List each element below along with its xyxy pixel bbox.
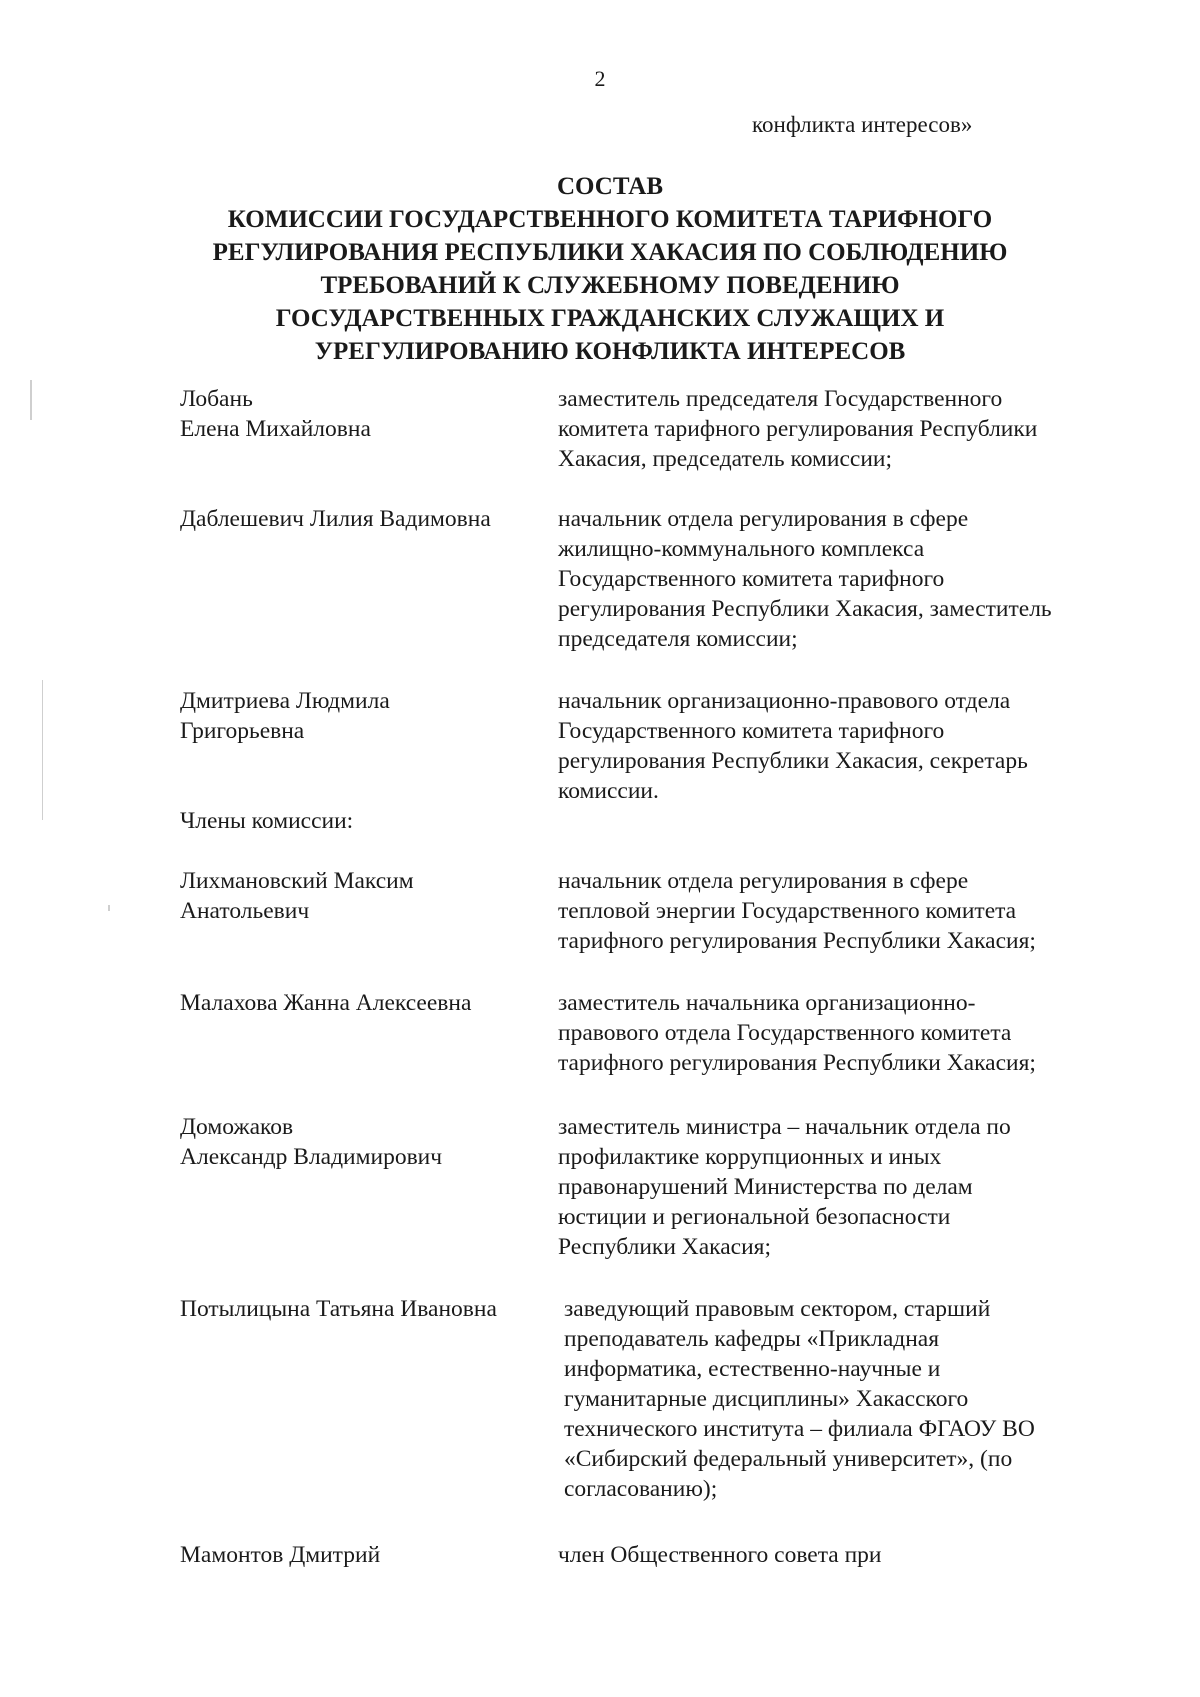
member-name: Даблешевич Лилия Вадимовна — [180, 506, 491, 532]
member-name: Мамонтов Дмитрий — [180, 1542, 381, 1568]
member-name: Лихмановский Максим Анатольевич — [180, 868, 414, 924]
member-role: заместитель председателя Государственного комитета тарифного регулирования Республики Хакасия, председатель комиссии; — [558, 386, 1038, 472]
header-tail-text: конфликта интересов» — [752, 112, 973, 137]
scan-artifact — [30, 380, 32, 420]
member-role: заместитель начальника организационно- правового отдела Государственного комитета тарифного регулирования Республики Хакасия; — [558, 990, 1036, 1076]
title-line: СОСТАВ — [556, 173, 664, 200]
members-label: Члены комиссии: — [180, 808, 354, 834]
member-role: начальник организационно-правового отдела Государственного комитета тарифного регулирования Республики Хакасия, секретарь комиссии. — [558, 688, 1028, 804]
title-line: ГОСУДАРСТВЕННЫХ ГРАЖДАНСКИХ СЛУЖАЩИХ И — [275, 305, 945, 332]
title-line: КОМИССИИ ГОСУДАРСТВЕННОГО КОМИТЕТА ТАРИФНОГО — [227, 206, 993, 233]
member-role: заместитель министра – начальник отдела по профилактике коррупционных и иных правонарушений Министерства по делам юстиции и региональной безопасности Республики Хакасия; — [558, 1114, 1011, 1260]
page-number: 2 — [594, 66, 606, 91]
scan-artifact — [108, 905, 110, 911]
member-role: член Общественного совета при — [558, 1542, 882, 1568]
document-title — [150, 170, 1070, 368]
member-name: Потылицына Татьяна Ивановна — [180, 1296, 497, 1322]
member-role: начальник отдела регулирования в сфере тепловой энергии Государственного комитета тарифного регулирования Республики Хакасия; — [558, 868, 1036, 954]
scan-artifact — [42, 680, 43, 820]
member-name: Дмитриева Людмила Григорьевна — [180, 688, 390, 744]
member-name: Лобань Елена Михайловна — [180, 386, 371, 442]
title-line: РЕГУЛИРОВАНИЯ РЕСПУБЛИКИ ХАКАСИЯ ПО СОБЛЮДЕНИЮ — [212, 239, 1008, 266]
title-line: УРЕГУЛИРОВАНИЮ КОНФЛИКТА ИНТЕРЕСОВ — [314, 338, 906, 365]
member-role: заведующий правовым сектором, старший преподаватель кафедры «Прикладная информатика, естественно-научные и гуманитарные дисциплины» Хакасского технического института – филиала ФГАОУ ВО «Сибирский федеральный университет», (по согласованию); — [564, 1296, 1035, 1502]
member-role: начальник отдела регулирования в сфере жилищно-коммунального комплекса Государственного комитета тарифного регулирования Республики Хакасия, заместитель председателя комиссии; — [558, 506, 1052, 652]
member-name: Малахова Жанна Алексеевна — [180, 990, 472, 1016]
title-line: ТРЕБОВАНИЙ К СЛУЖЕБНОМУ ПОВЕДЕНИЮ — [320, 272, 900, 299]
member-name: Доможаков Александр Владимирович — [180, 1114, 443, 1170]
